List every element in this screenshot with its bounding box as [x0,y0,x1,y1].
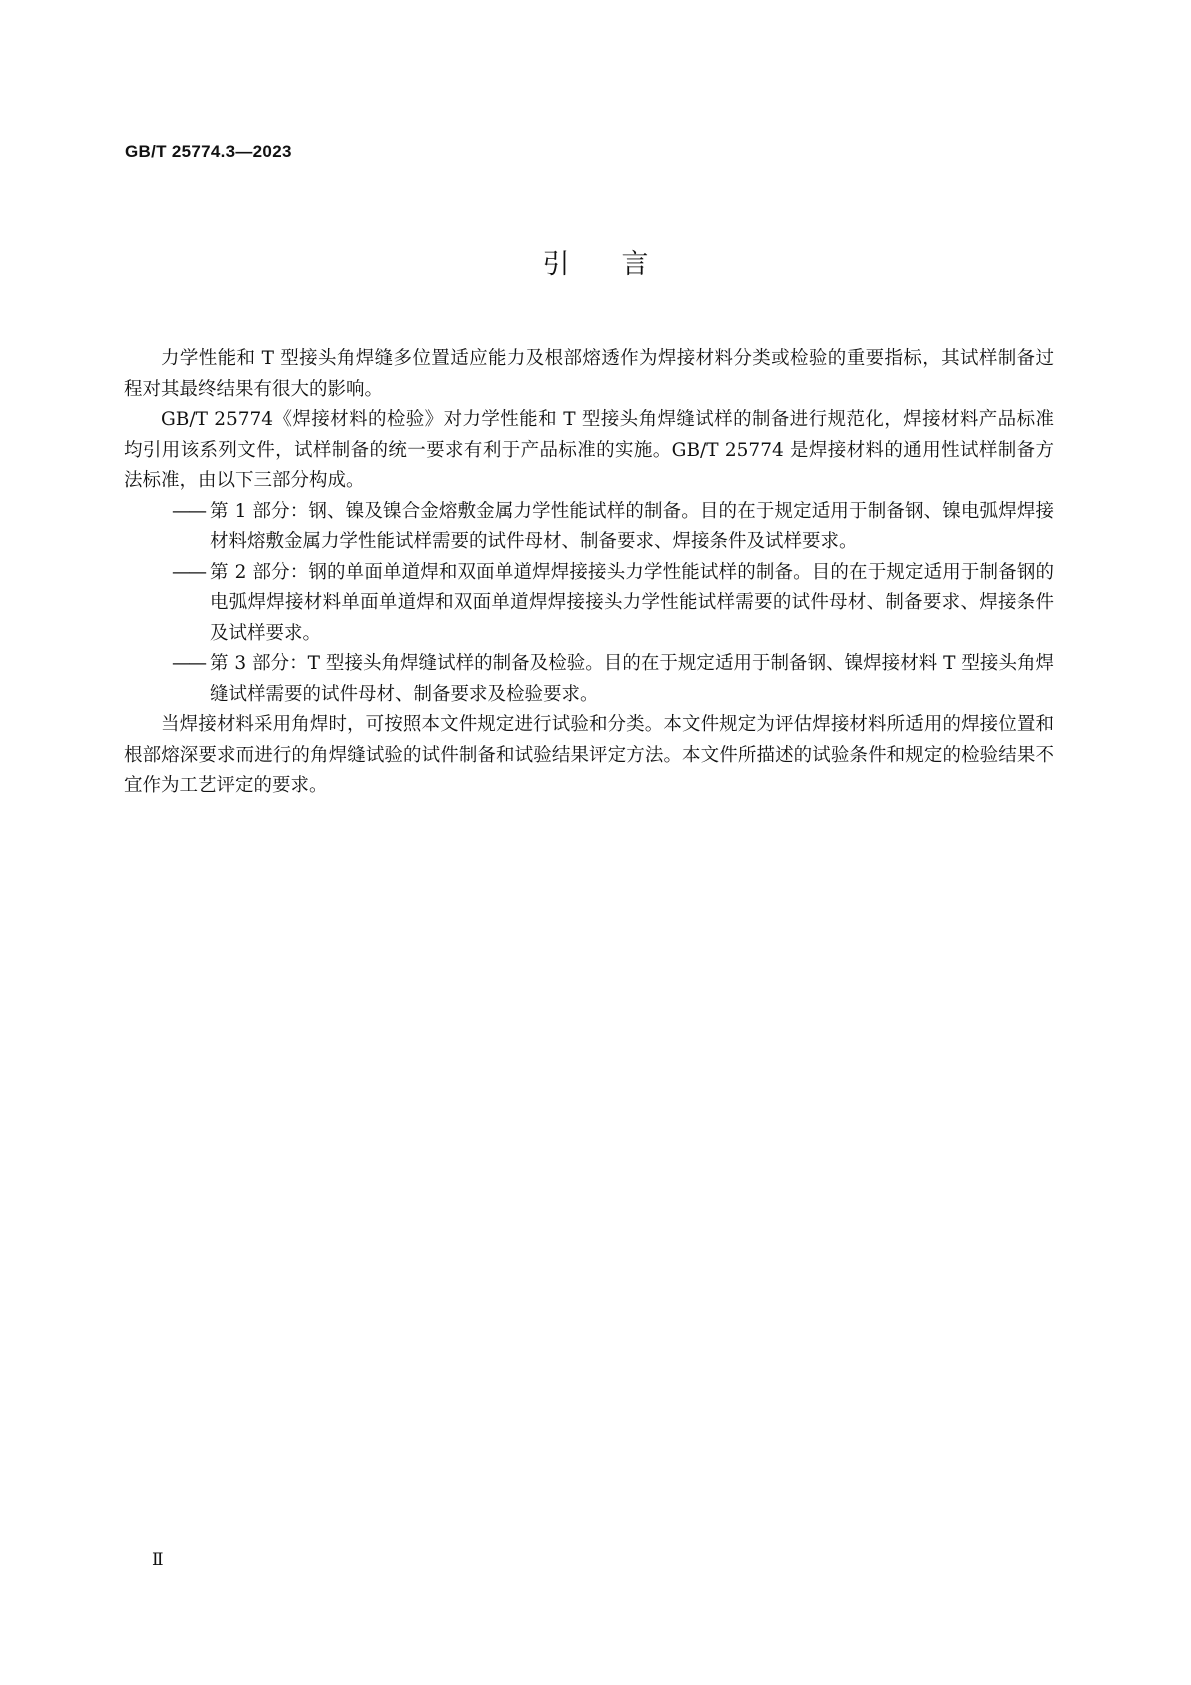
intro-paragraph-2: GB/T 25774《焊接材料的检验》对力学性能和 T 型接头角焊缝试样的制备进行规范化，焊接材料产品标准均引用该系列文件，试样制备的统一要求有利于产品标准的实施。GB/T 25774 是焊接材料的通用性试样制备方法标准，由以下三部分构成。 [124,409,1054,491]
closing-paragraph: 当焊接材料采用角焊时，可按照本文件规定进行试验和分类。本文件规定为评估焊接材料所适用的焊接位置和根部熔深要求而进行的角焊缝试验的试件制备和试验结果评定方法。本文件所描述的试验条件和规定的检验结果不宜作为工艺评定的要求。 [124,714,1054,796]
list-item-text: 第 1 部分：钢、镍及镍合金熔敷金属力学性能试样的制备。目的在于规定适用于制备钢、镍电弧焊焊接材料熔敷金属力学性能试样需要的试件母材、制备要求、焊接条件及试样要求。 [210,500,1054,552]
list-item [124,497,1054,558]
list-dash: —— [172,653,205,674]
list-dash: —— [172,561,205,583]
list-item-text: 第 2 部分：钢的单面单道焊和双面单道焊焊接接头力学性能试样的制备。目的在于规定适用于制备钢的电弧焊焊接材料单面单道焊和双面单道焊焊接接头力学性能试样需要的试件母材、制备要求、焊接条件及试样要求。 [210,561,1054,644]
page-number: Ⅱ [152,1550,164,1570]
list-item-text: 第 3 部分：T 型接头角焊缝试样的制备及检验。目的在于规定适用于制备钢、镍焊接材料 T 型接头角焊缝试样需要的试件母材、制备要求及检验要求。 [210,653,1054,705]
section-title: 引言 [542,249,701,280]
list-item [124,649,1054,710]
document-body [124,344,1054,802]
document-code: GB/T 25774.3—2023 [125,142,292,161]
intro-paragraph-1: 力学性能和 T 型接头角焊缝多位置适应能力及根部熔透作为焊接材料分类或检验的重要指标，其试样制备过程对其最终结果有很大的影响。 [124,348,1054,400]
list-item [124,558,1054,650]
list-dash: —— [172,500,205,522]
